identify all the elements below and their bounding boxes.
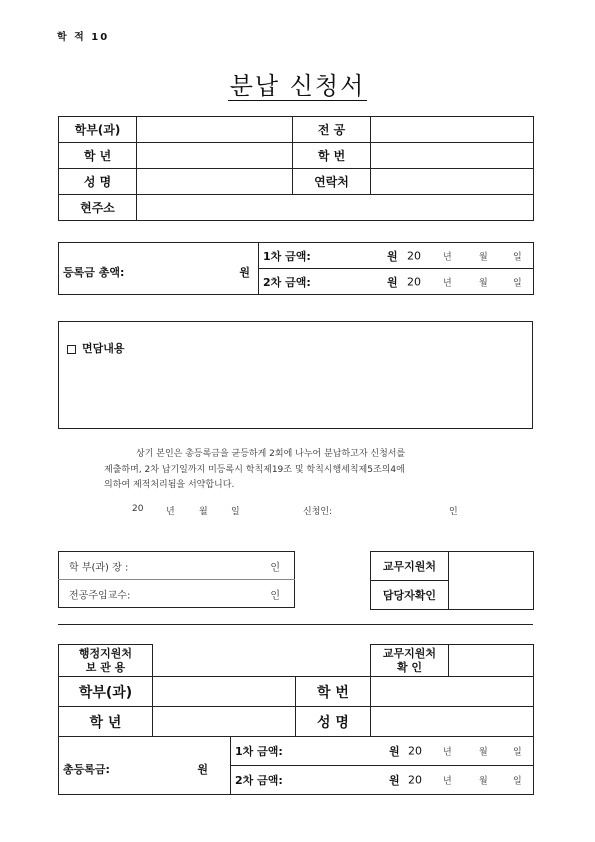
statement-line-3: 의하여 제적처리됨을 서약합니다. — [104, 480, 235, 490]
second-month: 월 — [479, 278, 488, 288]
major-field[interactable] — [371, 117, 534, 143]
bottom-id-label: 학 번 — [296, 677, 371, 707]
bottom-second-label: 2차 금액: — [235, 774, 283, 787]
consultation-heading — [67, 340, 125, 356]
bottom-second-day: 일 — [513, 776, 522, 787]
address-field[interactable] — [137, 195, 534, 221]
tuition-total-won: 원 — [239, 266, 250, 279]
bottom-name-label: 성 명 — [296, 707, 371, 737]
academic-confirm-line-2: 확 인 — [396, 660, 423, 674]
bottom-year-label: 학 년 — [59, 707, 153, 737]
first-month: 월 — [479, 252, 488, 262]
second-year: 년 — [443, 278, 452, 288]
academic-office-label: 교무지원처 — [371, 552, 449, 581]
academic-confirm-label — [371, 645, 449, 677]
consultation-box[interactable] — [58, 321, 533, 429]
page-title — [0, 66, 595, 101]
divider — [58, 624, 533, 625]
professor-seal: 인 — [270, 590, 280, 601]
sign-day: 일 — [231, 507, 240, 517]
bottom-first-day: 일 — [513, 747, 522, 758]
bottom-total-label: 총등록금: — [63, 763, 110, 776]
academic-confirm-line-1: 교무지원처 — [382, 646, 437, 660]
year-field[interactable] — [137, 143, 293, 169]
bottom-header-table — [58, 644, 534, 677]
name-label: 성 명 — [59, 169, 137, 195]
bottom-id-field[interactable] — [371, 677, 534, 707]
student-id-label: 학 번 — [293, 143, 371, 169]
phone-label: 연락처 — [293, 169, 371, 195]
bottom-info-table — [58, 676, 534, 737]
tuition-table — [58, 242, 534, 295]
dept-field[interactable] — [137, 117, 293, 143]
applicant-label: 신청인: — [303, 507, 333, 517]
phone-field[interactable] — [371, 169, 534, 195]
bottom-name-field[interactable] — [371, 707, 534, 737]
bottom-total-cell[interactable] — [59, 737, 231, 795]
staff-confirm-label: 담당자확인 — [371, 581, 449, 610]
bottom-first-label: 1차 금액: — [235, 745, 283, 758]
bottom-gap — [153, 645, 371, 677]
approval-left-table — [58, 551, 295, 608]
professor-label: 전공주임교수: — [69, 590, 131, 601]
form-code: 학 적 10 — [57, 32, 110, 43]
second-day: 일 — [513, 278, 522, 288]
academic-confirm-field[interactable] — [449, 645, 534, 677]
professor-cell[interactable] — [59, 580, 295, 608]
admin-office-line-2: 보 관 용 — [85, 660, 126, 674]
approval-right-table — [370, 551, 534, 610]
sign-year-prefix: 20 — [132, 504, 144, 514]
bottom-first-cell[interactable] — [231, 737, 534, 766]
bottom-first-month: 월 — [479, 747, 488, 758]
first-won: 원 — [387, 249, 398, 263]
sign-year: 년 — [166, 507, 175, 517]
bottom-first-year: 년 — [443, 747, 452, 758]
bottom-second-year-prefix: 20 — [408, 773, 422, 787]
first-installment-label: 1차 금액: — [263, 249, 311, 263]
second-year-prefix: 20 — [407, 275, 421, 288]
bottom-dept-field[interactable] — [153, 677, 296, 707]
bottom-second-won: 원 — [389, 774, 400, 787]
academic-office-stamp-field[interactable] — [449, 552, 534, 610]
applicant-seal: 인 — [449, 507, 458, 517]
sign-month: 월 — [199, 507, 208, 517]
bottom-dept-label: 학부(과) — [59, 677, 153, 707]
dept-head-label: 학 부(과) 장 : — [69, 562, 129, 573]
second-installment-cell[interactable] — [259, 269, 534, 295]
statement-line-1: 상기 본인은 총등록금을 균등하게 2회에 나누어 분납하고자 신청서를 — [136, 449, 406, 459]
bottom-year-field[interactable] — [153, 707, 296, 737]
dept-label: 학부(과) — [59, 117, 137, 143]
dept-head-seal: 인 — [270, 562, 280, 573]
address-label: 현주소 — [59, 195, 137, 221]
first-year: 년 — [443, 252, 452, 262]
bottom-first-won: 원 — [389, 745, 400, 758]
bottom-total-won: 원 — [197, 763, 208, 776]
consultation-label: 면담내용 — [82, 342, 125, 355]
bottom-first-year-prefix: 20 — [408, 744, 422, 758]
first-installment-cell[interactable] — [259, 243, 534, 269]
second-installment-label: 2차 금액: — [263, 275, 311, 289]
statement-line-2: 제출하며, 2차 납기일까지 미등록시 학칙제19조 및 학칙시행세칙제5조의4에 — [104, 465, 405, 475]
student-info-table — [58, 116, 534, 221]
bottom-second-month: 월 — [479, 776, 488, 787]
dept-head-cell[interactable] — [59, 552, 295, 580]
first-year-prefix: 20 — [407, 249, 421, 262]
bottom-second-year: 년 — [443, 776, 452, 787]
second-won: 원 — [387, 275, 398, 289]
first-day: 일 — [513, 252, 522, 262]
name-field[interactable] — [137, 169, 293, 195]
bottom-second-cell[interactable] — [231, 766, 534, 795]
major-label: 전 공 — [293, 117, 371, 143]
student-id-field[interactable] — [371, 143, 534, 169]
admin-office-line-1: 행정지원처 — [78, 646, 133, 660]
checkbox-icon[interactable] — [67, 345, 76, 354]
tuition-total-cell[interactable] — [59, 243, 259, 295]
tuition-total-label: 등록금 총액: — [63, 266, 125, 279]
bottom-tuition-table — [58, 736, 534, 795]
admin-office-label — [59, 645, 153, 677]
year-label: 학 년 — [59, 143, 137, 169]
page-title-text: 분납 신청서 — [229, 72, 366, 100]
